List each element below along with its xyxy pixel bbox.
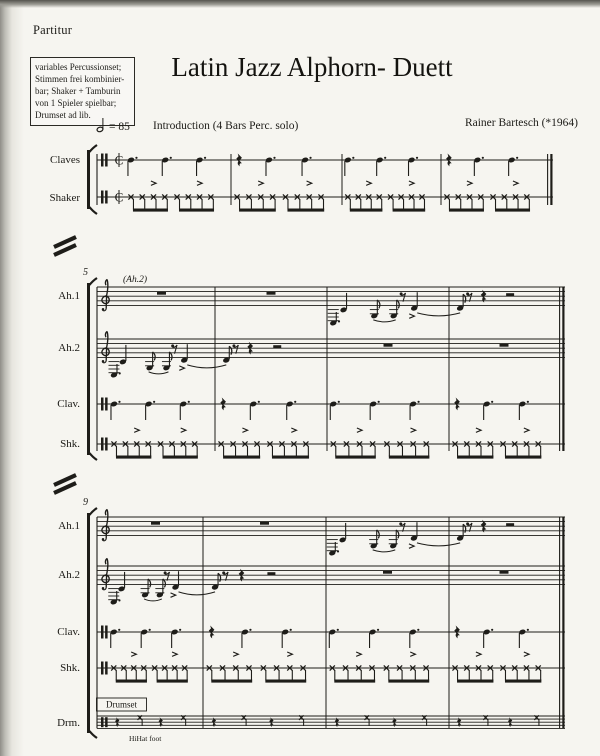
staff-label: Clav. — [57, 626, 80, 638]
svg-text:C: C — [114, 152, 124, 168]
system-3 — [57, 497, 565, 743]
tempo-value: = 85 — [109, 121, 130, 133]
info-line: Drumset ad lib. — [35, 109, 91, 120]
treble-clef — [102, 558, 109, 589]
staff-label: Shk. — [60, 662, 80, 674]
staff-label: Ah.1 — [58, 290, 80, 302]
staff-label: Ah.1 — [58, 520, 80, 532]
treble-clef — [102, 279, 109, 310]
info-line: von 1 Spieler spielbar; — [35, 97, 117, 108]
intro-text: Introduction (4 Bars Perc. solo) — [153, 120, 299, 132]
system-divider — [54, 237, 76, 255]
info-line: variables Percussionset; — [35, 62, 122, 72]
system-divider — [54, 475, 76, 493]
part-label: Partitur — [33, 23, 73, 37]
staff-label: Clav. — [57, 398, 80, 410]
hihat-footnote: HiHat foot — [129, 734, 162, 743]
page-title: Latin Jazz Alphorn- Duett — [171, 52, 453, 82]
drumset-box-label: Drumset — [106, 699, 137, 710]
staff-label: Shaker — [49, 192, 80, 204]
staff-label: Shk. — [60, 438, 80, 450]
info-line: bar; Shaker + Tamburin — [35, 85, 121, 96]
info-line: Stimmen frei kombinier- — [35, 73, 125, 84]
treble-clef — [102, 509, 109, 540]
cue-annotation: (Ah.2) — [123, 275, 148, 285]
staff-label: Ah.2 — [58, 569, 80, 581]
measure-number: 5 — [83, 267, 88, 278]
staff-label: Drm. — [57, 717, 80, 729]
svg-text:C: C — [114, 189, 124, 205]
treble-clef — [102, 331, 109, 362]
staff-label: Claves — [50, 154, 80, 166]
staff-label: Ah.2 — [58, 342, 80, 354]
measure-number: 9 — [83, 497, 88, 508]
system-2 — [57, 267, 565, 460]
system-1 — [49, 145, 553, 214]
composer-name: Rainer Bartesch (*1964) — [464, 117, 578, 129]
